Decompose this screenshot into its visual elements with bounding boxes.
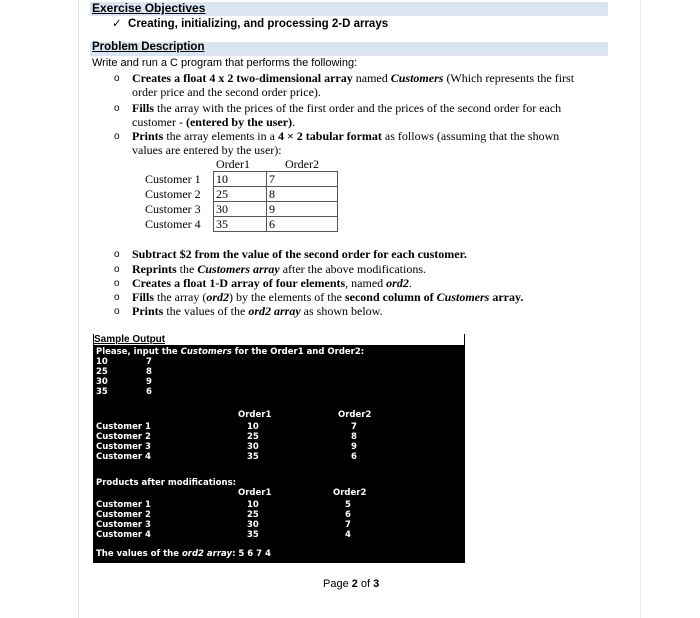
console-row-label: Customer 3 [96,442,151,452]
item-1-line-1: Creates a float 4 x 2 two-dimensional array named Customers (Which represents the first [132,71,575,85]
cell-order2: 6 [267,217,338,232]
table-row [143,187,338,202]
console-input-2: 25 [96,367,108,377]
console-row-label: Customer 2 [96,432,151,442]
item-1-line-2: order price and the second order price). [132,85,321,99]
page-footer: Page 2 of 3 [323,578,380,590]
objective-text: Creating, initializing, and processing 2-D arrays [128,18,389,30]
console-row-v1: 25 [247,510,259,520]
item-2-line-2: customer - (entered by the user). [132,115,296,129]
console-input-4b: 6 [146,387,152,397]
console-input-1b: 7 [146,357,152,367]
checkmark-icon: ✓ [112,18,122,30]
console-row-label: Customer 4 [96,452,151,462]
cell-order1: 10 [214,172,267,187]
item-3-line-2: values are entered by the user): [132,143,282,157]
row-label: Customer 4 [145,217,201,231]
console-row-v1: 30 [247,520,259,530]
console-row-label: Customer 1 [96,422,151,432]
objective-line [112,17,388,31]
cell-order1: 30 [214,202,267,217]
console-row-v2: 6 [351,452,357,462]
console-row-v2: 7 [351,422,357,432]
bullet-icon: o [114,264,120,275]
console-row-v2: 6 [345,510,351,520]
bullet-icon: o [114,249,120,260]
cell-order1: 25 [214,187,267,202]
item-3-line-1: Prints the array elements in a 4 × 2 tabular format as follows (assuming that the shown [132,129,560,143]
console-header-order1: Order1 [238,410,272,420]
console-header-order1: Order1 [238,488,272,498]
problem-intro: Write and run a C program that performs the following: [92,57,358,69]
console-input-4: 35 [96,387,108,397]
item-8: Prints the values of the ord2 array as shown below. [132,304,383,318]
item-4: Subtract $2 from the value of the second order for each customer. [132,247,467,261]
console-row-v1: 10 [247,422,259,432]
item-7: Fills the array (ord2) by the elements of the second column of Customers array. [132,290,524,304]
console-row-v2: 7 [345,520,351,530]
sample-output-title: Sample Output [94,334,464,345]
row-label: Customer 1 [145,172,201,186]
table-row [143,202,338,217]
console-prompt: Please, input the Customers for the Order1 and Order2: [96,347,365,357]
cell-order2: 8 [267,187,338,202]
console-row-label: Customer 1 [96,500,151,510]
cell-order2: 9 [267,202,338,217]
console-row-v2: 9 [351,442,357,452]
row-label: Customer 2 [145,187,201,201]
table-row [143,217,338,232]
bullet-icon: o [114,103,120,114]
console-final-line: The values of the ord2 array: 5 6 7 4 [96,549,271,559]
bullet-icon: o [114,292,120,303]
table-row [143,172,338,187]
console-row-v2: 4 [345,530,351,540]
console-row-v1: 35 [247,452,259,462]
cell-order2: 7 [267,172,338,187]
orders-table [143,171,338,232]
console-input-3b: 9 [146,377,152,387]
console-after-label: Products after modifications: [96,478,237,488]
table-header-order2: Order2 [285,157,319,171]
console-row-v1: 30 [247,442,259,452]
item-6: Creates a float 1-D array of four elements, named ord2. [132,276,412,290]
bullet-icon: o [114,131,120,142]
item-5: Reprints the Customers array after the above modifications. [132,262,426,276]
console-header-order2: Order2 [333,488,367,498]
row-label: Customer 3 [145,202,201,216]
console-header-order2: Order2 [338,410,372,420]
page-edge-right [640,0,641,618]
console-row-label: Customer 2 [96,510,151,520]
console-row-v1: 35 [247,530,259,540]
console-row-label: Customer 3 [96,520,151,530]
bullet-icon: o [114,278,120,289]
problem-heading: Problem Description [92,41,205,53]
exercise-heading: Exercise Objectives [92,1,206,15]
console-input-2b: 8 [146,367,152,377]
table-header-order1: Order1 [216,157,250,171]
console-row-v1: 25 [247,432,259,442]
console-row-label: Customer 4 [96,530,151,540]
console-row-v1: 10 [247,500,259,510]
console-input-1: 10 [96,357,108,367]
item-2-line-1: Fills the array with the prices of the first order and the prices of the second order for each [132,101,562,115]
page-edge-left [78,0,79,618]
console-input-3: 30 [96,377,108,387]
bullet-icon: o [114,306,120,317]
console-row-v2: 8 [351,432,357,442]
cell-order1: 35 [214,217,267,232]
bullet-icon: o [114,73,120,84]
console-row-v2: 5 [345,500,351,510]
